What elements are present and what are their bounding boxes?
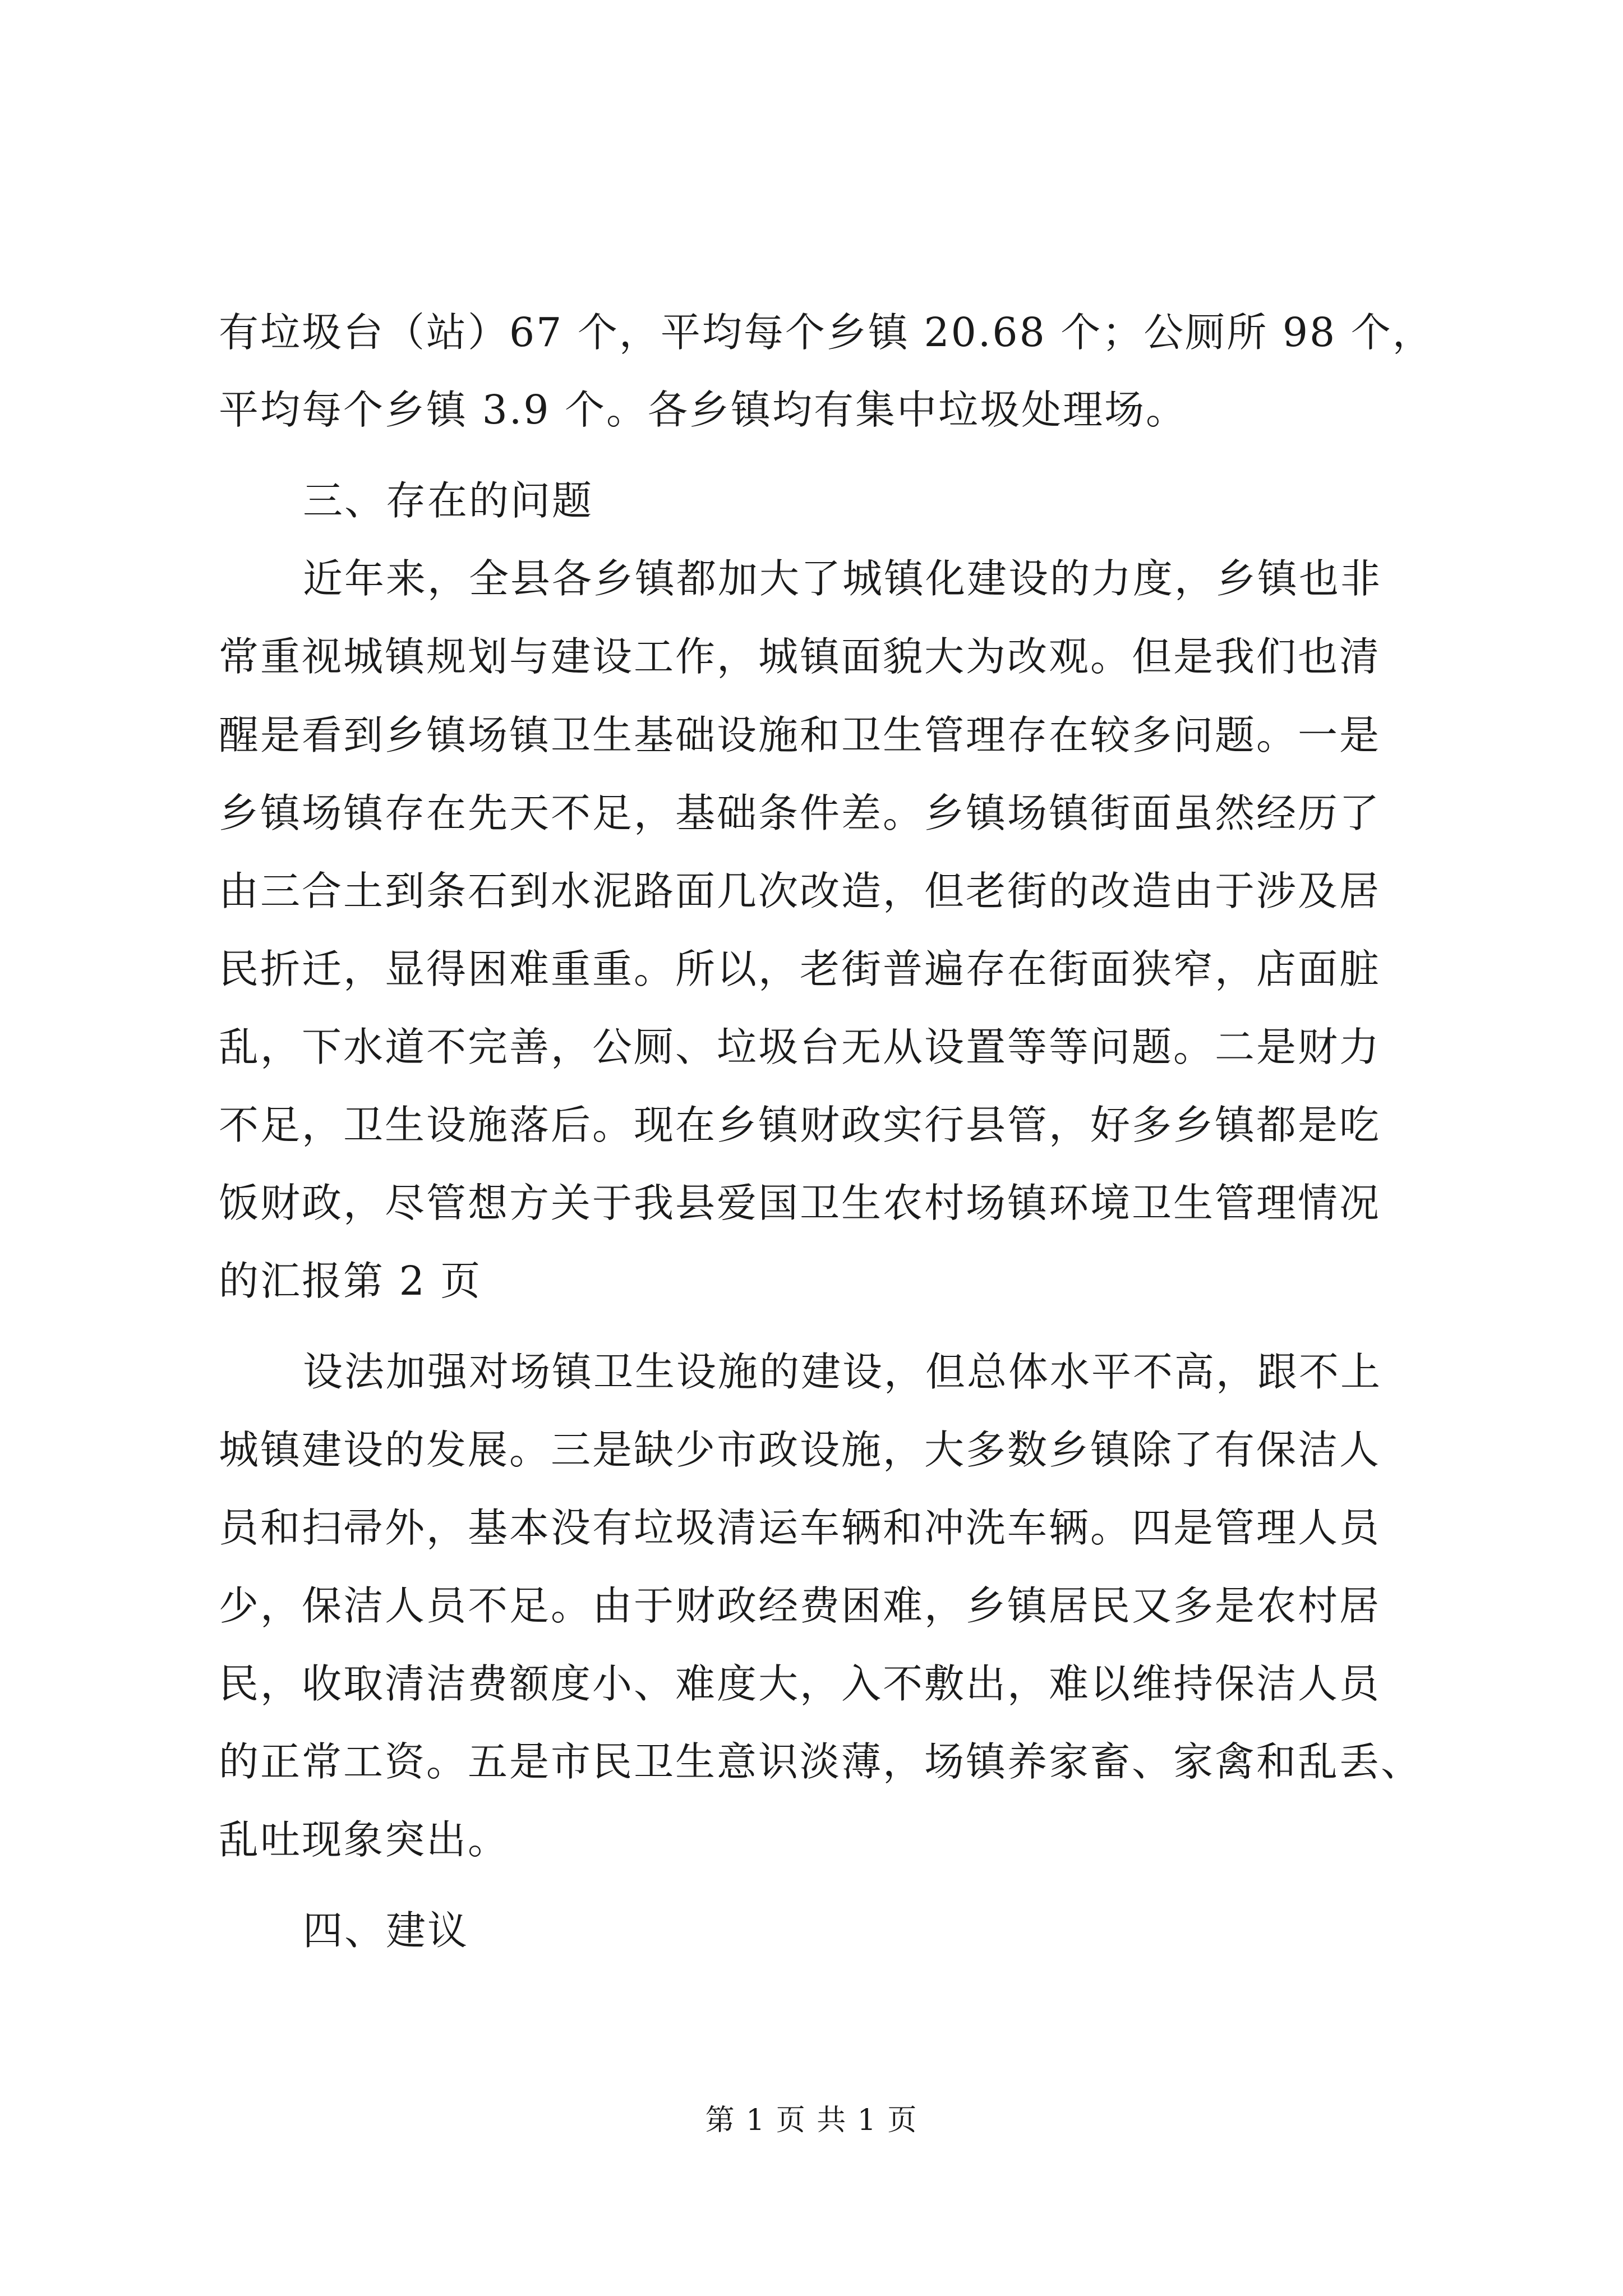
- text-line-14: 设法加强对场镇卫生设施的建设，但总体水平不高，跟不上: [303, 1349, 1382, 1395]
- text-line-10: 乱，下水道不完善，公厕、垃圾台无从设置等等问题。二是财力: [219, 1024, 1381, 1070]
- text-line-20: 乱吐现象突出。: [219, 1816, 510, 1863]
- text-line-4: 近年来，全县各乡镇都加大了城镇化建设的力度，乡镇也非: [303, 555, 1382, 602]
- text-line-6: 醒是看到乡镇场镇卫生基础设施和卫生管理存在较多问题。一是: [219, 712, 1381, 758]
- text-line-12: 饭财政，尽管想方关于我县爱国卫生农村场镇环境卫生管理情况: [219, 1180, 1381, 1226]
- text-line-2: 平均每个乡镇 3.9 个。各乡镇均有集中垃圾处理场。: [219, 386, 1188, 433]
- text-line-16: 员和扫帚外，基本没有垃圾清运车辆和冲洗车辆。四是管理人员: [219, 1504, 1381, 1551]
- page-footer: 第 1 页 共 1 页: [705, 2104, 918, 2137]
- text-line-8: 由三合土到条石到水泥路面几次改造，但老街的改造由于涉及居: [219, 868, 1381, 914]
- section-heading-suggestions: 四、建议: [303, 1907, 469, 1954]
- text-line-19: 的正常工资。五是市民卫生意识淡薄，场镇养家畜、家禽和乱丢、: [219, 1738, 1423, 1785]
- section-heading-problems: 三、存在的问题: [303, 477, 594, 524]
- text-line-9: 民折迁，显得困难重重。所以，老街普遍存在街面狭窄，店面脏: [219, 946, 1381, 992]
- text-line-13: 的汇报第 2 页: [219, 1258, 482, 1304]
- text-line-17: 少，保洁人员不足。由于财政经费困难，乡镇居民又多是农村居: [219, 1582, 1381, 1629]
- text-line-11: 不足，卫生设施落后。现在乡镇财政实行县管，好多乡镇都是吃: [219, 1102, 1381, 1148]
- text-line-5: 常重视城镇规划与建设工作，城镇面貌大为改观。但是我们也清: [219, 633, 1381, 680]
- text-line-15: 城镇建设的发展。三是缺少市政设施，大多数乡镇除了有保洁人: [219, 1427, 1381, 1473]
- text-line-1: 有垃圾台（站）67 个，平均每个乡镇 20.68 个；公厕所 98 个，: [219, 309, 1434, 356]
- text-line-7: 乡镇场镇存在先天不足，基础条件差。乡镇场镇街面虽然经历了: [219, 790, 1381, 836]
- text-line-18: 民，收取清洁费额度小、难度大，入不敷出，难以维持保洁人员: [219, 1660, 1381, 1707]
